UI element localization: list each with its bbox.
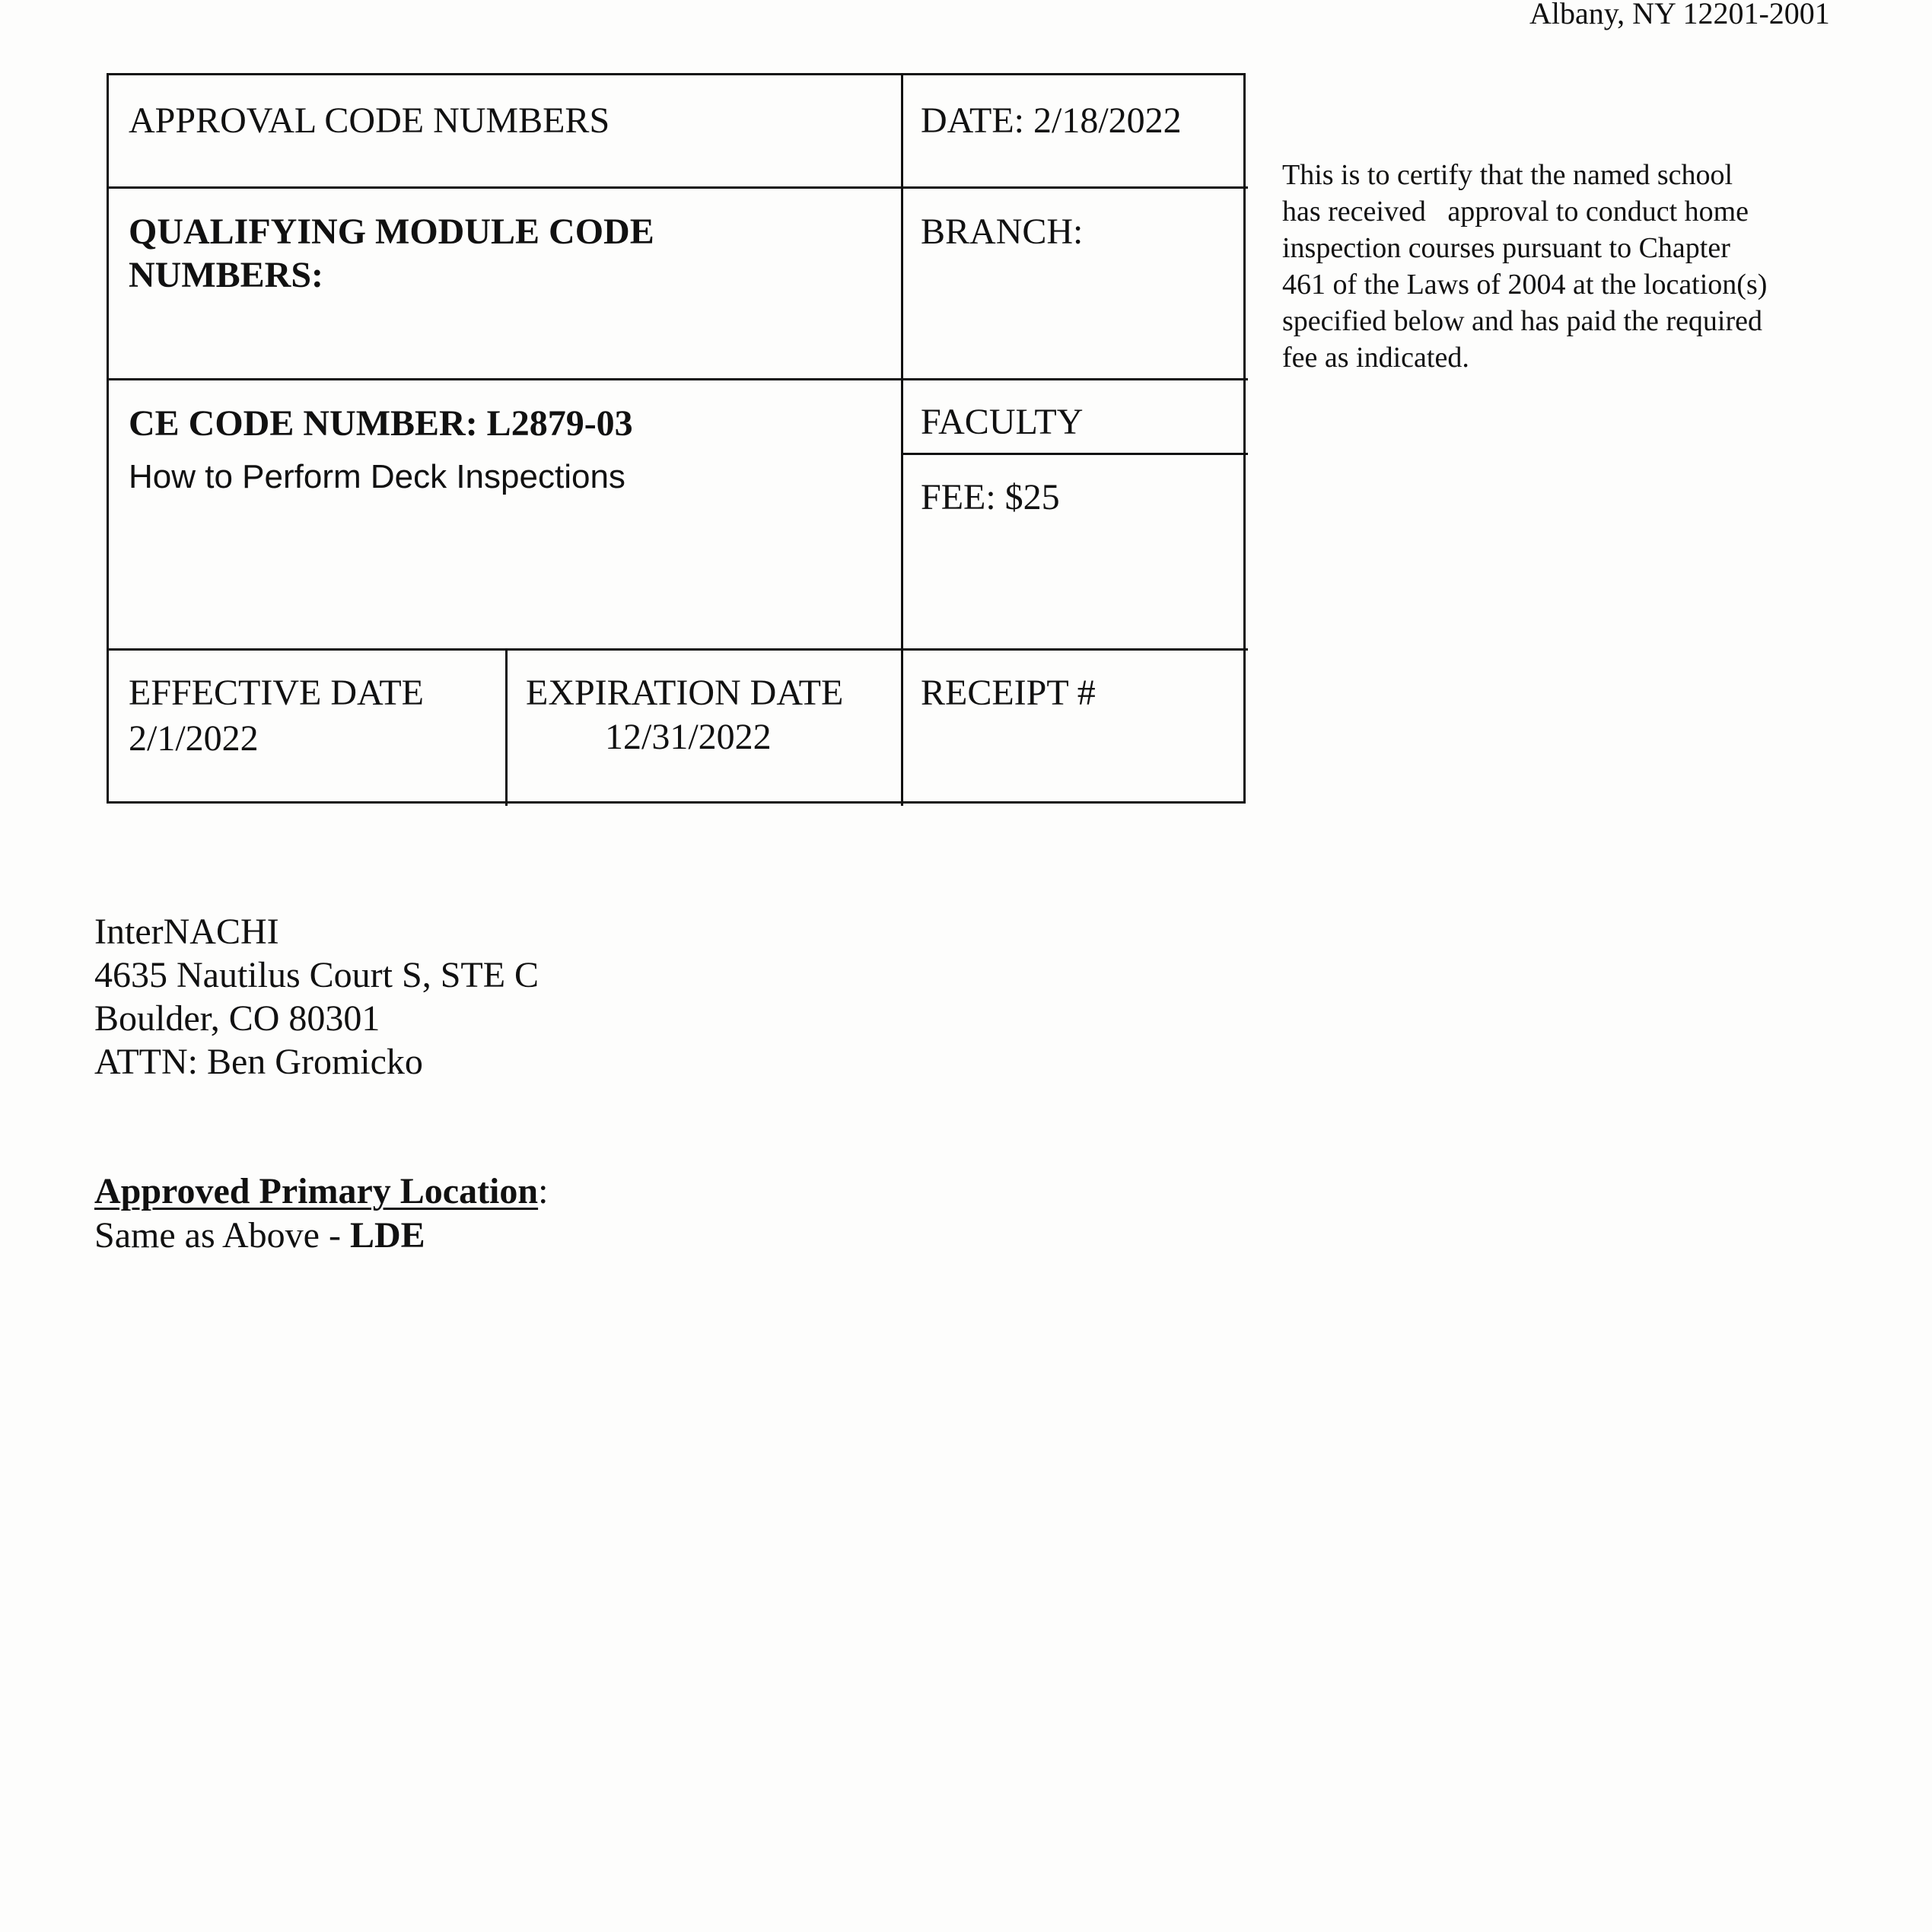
school-address [94, 910, 539, 1084]
qualifying-module-label: QUALIFYING MODULE CODE [129, 212, 654, 252]
location-prefix: Same as Above - [94, 1215, 350, 1256]
expiration-date-value: 12/31/2022 [605, 717, 772, 757]
table-divider [109, 186, 1248, 189]
approval-code-label: APPROVAL CODE NUMBERS [129, 100, 610, 141]
primary-location-value [94, 1213, 425, 1259]
effective-date-label: EFFECTIVE DATE [129, 673, 424, 713]
school-attn: ATTN: Ben Gromicko [94, 1042, 423, 1082]
primary-location-heading [94, 1169, 548, 1214]
school-street: 4635 Nautilus Court S, STE C [94, 955, 539, 995]
certification-line: This is to certify that the named school [1282, 159, 1733, 191]
certification-line: 461 of the Laws of 2004 at the location(s) [1282, 269, 1768, 301]
primary-location-heading-text: Approved Primary Location [94, 1171, 539, 1211]
qualifying-module-label-cont: NUMBERS: [129, 255, 324, 295]
effective-date-value: 2/1/2022 [129, 718, 259, 759]
approval-table [107, 73, 1246, 804]
fee-field: FEE: $25 [921, 477, 1060, 517]
date-field: DATE: 2/18/2022 [921, 100, 1182, 141]
certification-line: has received approval to conduct home [1282, 196, 1749, 228]
table-divider [109, 378, 1248, 380]
table-divider [109, 648, 1248, 651]
certification-line: fee as indicated. [1282, 342, 1469, 374]
certification-line: specified below and has paid the required [1282, 305, 1762, 337]
receipt-field: RECEIPT # [921, 673, 1096, 713]
course-title: How to Perform Deck Inspections [129, 458, 625, 495]
certification-line: inspection courses pursuant to Chapter [1282, 232, 1730, 264]
location-code: LDE [349, 1215, 425, 1256]
table-divider [901, 75, 903, 806]
table-divider [505, 648, 508, 806]
certification-statement [1282, 157, 1860, 376]
table-divider [901, 453, 1248, 455]
school-city: Boulder, CO 80301 [94, 998, 380, 1039]
branch-field: BRANCH: [921, 212, 1084, 252]
expiration-date-label: EXPIRATION DATE [526, 673, 844, 713]
heading-colon: : [538, 1171, 549, 1211]
office-address: Albany, NY 12201-2001 [1529, 0, 1830, 30]
school-name: InterNACHI [94, 912, 279, 952]
faculty-field: FACULTY [921, 402, 1084, 442]
ce-code-number: CE CODE NUMBER: L2879-03 [129, 403, 633, 444]
